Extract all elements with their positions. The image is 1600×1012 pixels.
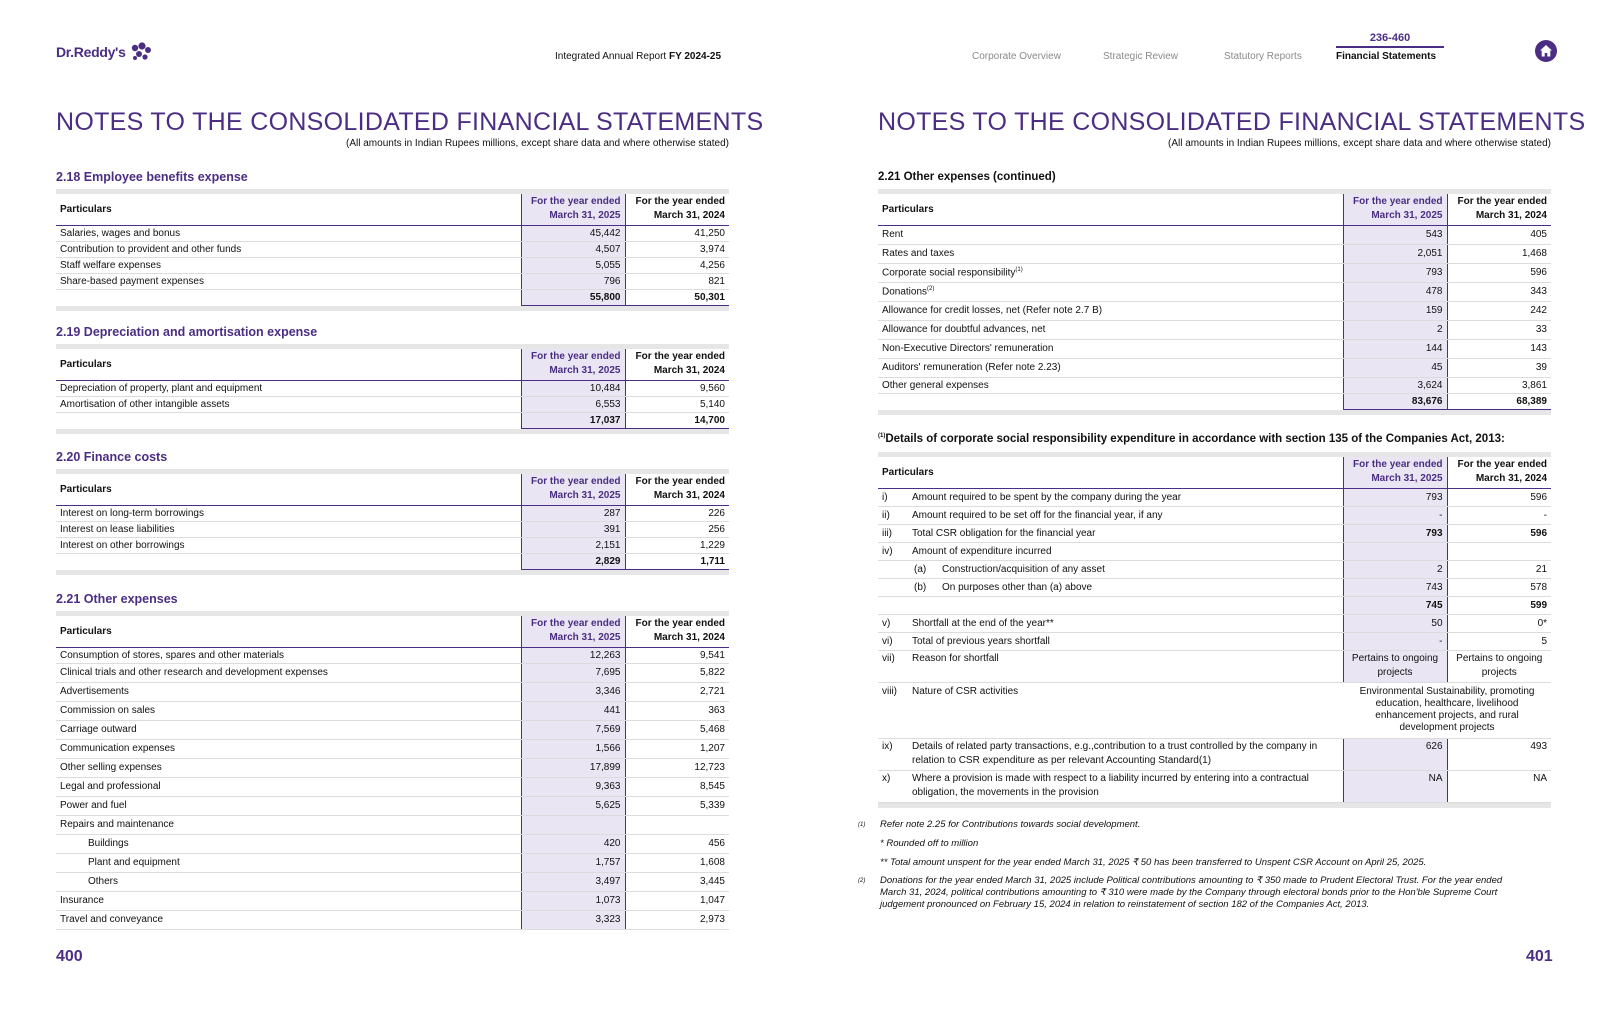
nav-statutory-reports[interactable]: Statutory Reports [1224, 51, 1302, 62]
table-row: viii) Nature of CSR activities Environmental Sustainability, promoting education, healthcare, livelihood enhancement projects, and rural development projects [878, 682, 1551, 738]
table-finance-costs [56, 469, 729, 575]
table-row: Advertisements 3,346 2,721 [56, 682, 729, 701]
table-employee-benefits [56, 189, 729, 311]
table-row: vi) Total of previous years shortfall - 5 [878, 632, 1551, 650]
section-heading-2-19: 2.19 Depreciation and amortisation expense [56, 325, 318, 339]
table-total-row: 55,800 50,301 [56, 289, 729, 305]
table-other-expenses-continued [878, 189, 1551, 415]
table-total-row: 17,037 14,700 [56, 412, 729, 428]
col-fy2024: For the year ended March 31, 2024 [625, 194, 729, 225]
table-csr-expenditure [878, 452, 1551, 808]
table-other-expenses [56, 611, 729, 930]
table-row: Allowance for credit losses, net (Refer note 2.7 B) 159 242 [878, 301, 1551, 320]
section-heading-2-20: 2.20 Finance costs [56, 450, 168, 464]
nav-strategic-review[interactable]: Strategic Review [1103, 51, 1179, 62]
logo-text: Dr.Reddy's [56, 44, 126, 60]
table-row: Others 3,497 3,445 [56, 872, 729, 891]
table-row: Interest on other borrowings 2,151 1,229 [56, 537, 729, 553]
table-total-row: 83,676 68,389 [878, 393, 1551, 409]
table-total-row: 745 599 [878, 596, 1551, 614]
csr-heading: $^{(1)}$Details of corporate social responsibility expenditure in accordance with section 135 of the Companies Act, 2013: [878, 433, 1505, 445]
page-number-right: 401 [1526, 948, 1553, 965]
nav-page-range: 236-460 [1336, 32, 1444, 48]
table-row: v) Shortfall at the end of the year** 50 0* [878, 614, 1551, 632]
table-row: Plant and equipment 1,757 1,608 [56, 853, 729, 872]
table-row: Travel and conveyance 3,323 2,973 [56, 910, 729, 929]
table-row: Contribution to provident and other funds 4,507 3,974 [56, 241, 729, 257]
table-row: Allowance for doubtful advances, net 2 33 [878, 320, 1551, 339]
table-header: Particulars For the year ended March 31, 2025 For the year ended March 31, 2024 [56, 474, 729, 505]
table-row: Interest on lease liabilities 391 256 [56, 521, 729, 537]
table-row: iv) Amount of expenditure incurred [878, 542, 1551, 560]
section-heading-2-18: 2.18 Employee benefits expense [56, 170, 248, 184]
table-total-row: 2,829 1,711 [56, 553, 729, 569]
table-header: Particulars For the year ended March 31, 2025 For the year ended March 31, 2024 [56, 349, 729, 380]
table-row: Carriage outward 7,569 5,468 [56, 720, 729, 739]
table-row: ix) Details of related party transactions, e.g.,contribution to a trust controlled by the company in relation to CSR expenditure as per relevant Accounting Standard(1) 626 493 [878, 738, 1551, 770]
table-header: Particulars For the year ended March 31, 2025 For the year ended March 31, 2024 [56, 616, 729, 647]
col-particulars: Particulars [56, 194, 521, 225]
table-row: x) Where a provision is made with respect to a liability incurred by entering into a contractual obligation, the movements in the provision NA NA [878, 770, 1551, 802]
home-button[interactable] [1535, 40, 1557, 62]
table-header: Particulars For the year ended March 31, 2025 For the year ended March 31, 2024 [878, 194, 1551, 225]
table-row: i) Amount required to be spent by the company during the year 793 596 [878, 488, 1551, 506]
table-row: Repairs and maintenance [56, 815, 729, 834]
table-depreciation [56, 344, 729, 434]
page-number-left: 400 [56, 948, 83, 965]
table-row: Communication expenses 1,566 1,207 [56, 739, 729, 758]
page-subtitle-right: (All amounts in Indian Rupees millions, except share data and where otherwise stated) [1168, 138, 1551, 149]
table-row: (b) On purposes other than (a) above 743 578 [878, 578, 1551, 596]
table-row: Non-Executive Directors' remuneration 144 143 [878, 339, 1551, 358]
table-row: Salaries, wages and bonus 45,442 41,250 [56, 225, 729, 241]
table-row: Depreciation of property, plant and equipment 10,484 9,560 [56, 380, 729, 396]
table-row: Clinical trials and other research and development expenses 7,695 5,822 [56, 663, 729, 682]
table-row: Consumption of stores, spares and other materials 12,263 9,541 [56, 647, 729, 663]
col-fy2025: For the year ended March 31, 2025 [521, 194, 625, 225]
table-row: Commission on sales 441 363 [56, 701, 729, 720]
table-row: Corporate social responsibility$^{(1)}$ 793 596 [878, 263, 1551, 282]
nav-financial-statements[interactable]: Financial Statements [1336, 51, 1437, 62]
table-row: vii) Reason for shortfall Pertains to ongoing projects Pertains to ongoing projects [878, 650, 1551, 682]
table-row: Amortisation of other intangible assets 6,553 5,140 [56, 396, 729, 412]
table-row: ii) Amount required to be set off for the financial year, if any - - [878, 506, 1551, 524]
report-title: Integrated Annual Report FY 2024-25 [555, 51, 722, 62]
table-row: Staff welfare expenses 5,055 4,256 [56, 257, 729, 273]
footnote-1: (1) Refer note 2.25 for Contributions towards social development. [858, 819, 1141, 830]
page-title-left: NOTES TO THE CONSOLIDATED FINANCIAL STATEMENTS [56, 108, 764, 136]
table-header: Particulars For the year ended March 31, 2025 For the year ended March 31, 2024 [878, 457, 1551, 488]
footnote-unspent: ** Total amount unspent for the year ended March 31, 2025 ₹ 50 has been transferred to Unspent CSR Account on April 25, 2025. [880, 857, 1427, 868]
table-row: Auditors' remuneration (Refer note 2.23) 45 39 [878, 358, 1551, 377]
table-row: Rates and taxes 2,051 1,468 [878, 244, 1551, 263]
page-title-right: NOTES TO THE CONSOLIDATED FINANCIAL STATEMENTS [878, 108, 1586, 136]
section-heading-2-21-continued: 2.21 Other expenses (continued) [878, 171, 1056, 183]
logo-dots-icon [130, 42, 152, 62]
table-row: Donations$^{(2)}$ 478 343 [878, 282, 1551, 301]
table-row: Interest on long-term borrowings 287 226 [56, 505, 729, 521]
table-row: Power and fuel 5,625 5,339 [56, 796, 729, 815]
nav-corporate-overview[interactable]: Corporate Overview [972, 51, 1061, 62]
section-heading-2-21: 2.21 Other expenses [56, 592, 178, 606]
table-row: Rent 543 405 [878, 225, 1551, 244]
table-row: Other general expenses 3,624 3,861 [878, 377, 1551, 393]
table-row: Buildings 420 456 [56, 834, 729, 853]
table-row: Share-based payment expenses 796 821 [56, 273, 729, 289]
table-row: (a) Construction/acquisition of any asset 2 21 [878, 560, 1551, 578]
home-icon [1539, 44, 1553, 58]
table-row: Legal and professional 9,363 8,545 [56, 777, 729, 796]
page-subtitle-left: (All amounts in Indian Rupees millions, except share data and where otherwise stated) [346, 138, 729, 149]
company-logo[interactable] [56, 42, 152, 62]
table-row: Insurance 1,073 1,047 [56, 891, 729, 910]
table-row: iii) Total CSR obligation for the financial year 793 596 [878, 524, 1551, 542]
table-row: Other selling expenses 17,899 12,723 [56, 758, 729, 777]
table-header [56, 194, 729, 225]
footnote-rounded: * Rounded off to million [880, 838, 979, 849]
footnote-2: (2) Donations for the year ended March 31, 2025 include Political contributions amounting to ₹ 350 made to Prudent Electoral Trust. For the year ended March 31, 2024, political contributions amounting to ₹ 310 were made by the Company through electoral bonds prior to the Hon'ble Supreme Court judgement pronounced on February 15, 2024 in relation to reinstatement of section 182 of the Companies Act, 2013. [858, 875, 1503, 910]
